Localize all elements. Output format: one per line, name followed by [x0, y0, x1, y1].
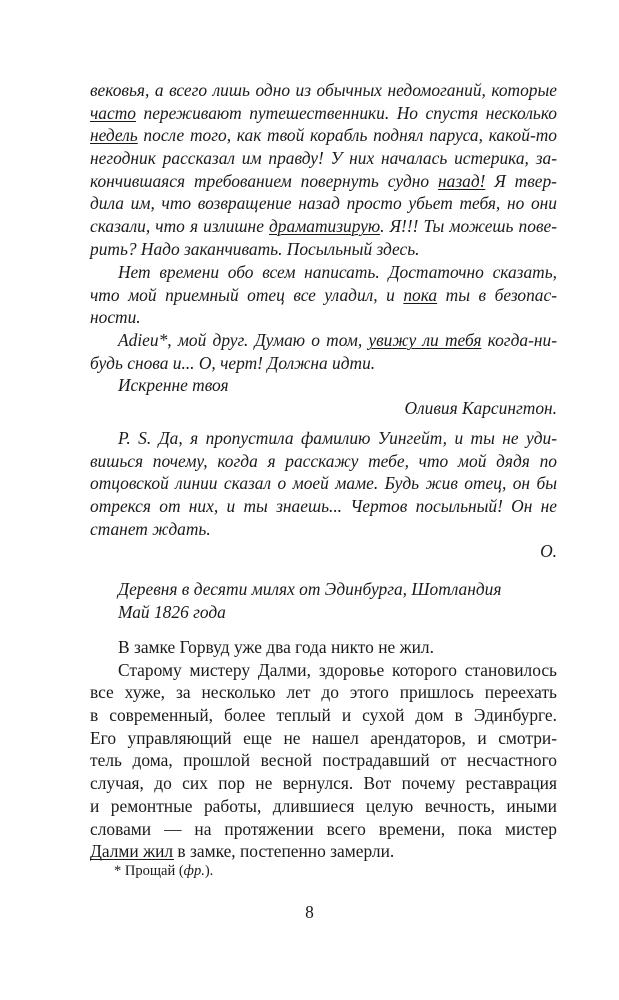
- text-span: ).: [204, 863, 214, 879]
- narrative-paragraph-1: В замке Горвуд уже два года никто не жил.: [118, 637, 434, 657]
- text-line: все хуже, за несколько лет до этого пришлось переехать: [90, 682, 557, 703]
- text-span: Я твер-: [485, 170, 557, 191]
- text-span: что мой приемный отец все уладил, и: [90, 284, 404, 305]
- text-span: когда-ни-: [481, 330, 557, 350]
- text-line: [90, 124, 557, 147]
- underlined-word: увижу ли тебя: [368, 330, 482, 350]
- section-heading: [90, 578, 557, 623]
- text-line: и ремонтные работы, длившиеся целую вечность, иными: [90, 795, 557, 816]
- text-span: Adieu*, мой друг. Думаю о том,: [118, 330, 369, 350]
- letter-closing: Искренне твоя: [118, 375, 229, 396]
- text-line: P. S. Да, я пропустила фамилию Уингейт, и ты не уди-: [118, 428, 557, 448]
- text-line: в современный, более теплый и сухой дом в Эдинбурге.: [90, 705, 557, 726]
- postscript-initial: О.: [540, 541, 557, 562]
- text-line: [90, 284, 557, 307]
- letter-paragraph-2: [90, 261, 557, 329]
- letter-paragraph-1: [90, 79, 557, 261]
- postscript: [90, 427, 557, 563]
- text-line: случая, до сих пор не вернулся. Вот почему реставрация: [90, 773, 557, 794]
- heading-place: Деревня в десяти милях от Эдинбурга, Шотландия: [118, 579, 502, 599]
- text-line: дила им, что возвращение назад просто убьет тебя, но они: [90, 193, 557, 214]
- text-line: Его управляющий еще не нашел арендаторов, и смотри-: [90, 727, 557, 748]
- text-line: Старому мистеру Далми, здоровье которого становилось: [118, 659, 557, 680]
- text-line: отцовской линии сказал о моей маме. Будь жив отец, он бы: [90, 473, 557, 494]
- text-line: [90, 170, 557, 193]
- text-line: вишься почему, когда я расскажу тебе, что мой дядя по: [90, 450, 557, 471]
- underlined-word: драматизирую: [269, 216, 381, 237]
- text-line: рить? Надо заканчивать. Посыльный здесь.: [90, 238, 420, 259]
- text-span: фр.: [183, 863, 205, 879]
- footnote-marker: *: [114, 863, 125, 879]
- text-span: переживают путешественники. Но спустя несколько: [135, 102, 557, 123]
- letter-paragraph-3: [90, 329, 557, 420]
- footnote-rule: [90, 859, 174, 860]
- text-span: Прощай (: [124, 863, 184, 879]
- underlined-word: недель: [90, 125, 138, 146]
- text-line: [90, 102, 557, 125]
- text-line: Далми жил в замке, постепенно замерли.: [90, 841, 395, 862]
- text-line: словами — на протяжении всего времени, пока мистер: [90, 818, 557, 839]
- underlined-word: пока: [403, 284, 438, 305]
- text-line: Нет времени обо всем написать. Достаточно сказать,: [118, 262, 557, 282]
- text-line: [90, 329, 557, 352]
- text-line: отрекся от них, и ты знаешь... Чертов посыльный! Он не: [90, 496, 557, 517]
- text-line: тель дома, прошлой весной пострадавший от несчастного: [90, 750, 557, 771]
- underlined-word: часто: [90, 102, 136, 123]
- text-line: будь снова и... О, черт! Должна идти.: [90, 352, 376, 373]
- text-line: вековья, а всего лишь одно из обычных недомоганий, которые: [90, 80, 557, 100]
- text-line: ности.: [90, 307, 141, 328]
- text-span: кончившаяся требованием повернуть судно: [90, 170, 439, 191]
- letter-signature: Оливия Карсингтон.: [404, 398, 557, 419]
- text-span: . Я!!! Ты можешь пове-: [380, 216, 557, 237]
- text-line: [90, 215, 557, 238]
- text-span: ты в безопас-: [437, 284, 557, 305]
- text-line: негодник рассказал им правду! У них началась истерика, за-: [90, 148, 557, 169]
- text-span: сказали, что я излишне: [90, 216, 269, 237]
- narrative: [90, 636, 557, 863]
- text-span: после того, как твой корабль поднял паруса, какой-то: [137, 125, 557, 146]
- heading-date: Май 1826 года: [118, 601, 226, 622]
- footnote: [114, 862, 213, 880]
- underlined-word: назад!: [438, 170, 486, 191]
- text-line: станет ждать.: [90, 518, 211, 539]
- page-number: 8: [305, 902, 314, 922]
